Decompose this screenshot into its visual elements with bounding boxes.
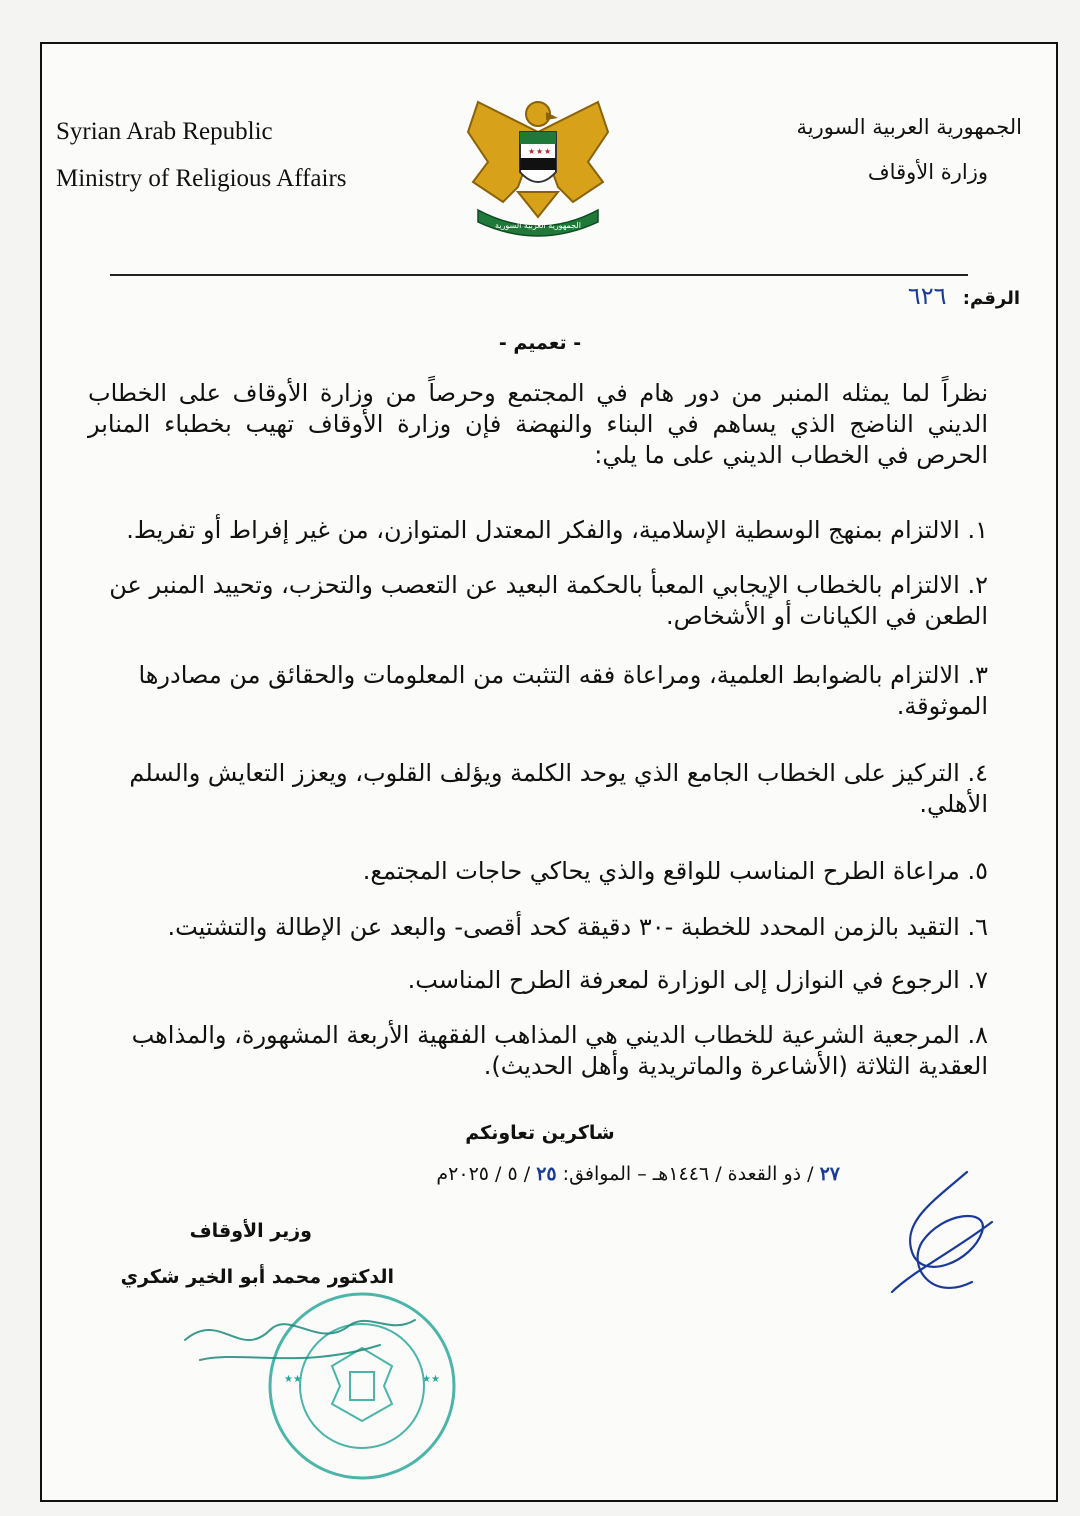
document-date bbox=[340, 1163, 840, 1185]
signatory-title: وزير الأوقاف bbox=[189, 1220, 312, 1242]
minister-signature-icon bbox=[180, 1300, 420, 1390]
list-item-4: ٤. التركيز على الخطاب الجامع الذي يوحد الكلمة ويؤلف القلوب، ويعزز التعايش والسلم الأهلي. bbox=[129, 759, 988, 818]
list-item-7: ٧. الرجوع في النوازل إلى الوزارة لمعرفة الطرح المناسب. bbox=[407, 966, 988, 994]
header-divider bbox=[110, 274, 968, 276]
header-ar-ministry: وزارة الأوقاف bbox=[867, 160, 988, 184]
list-item-5: ٥. مراعاة الطرح المناسب للواقع والذي يحاكي حاجات المجتمع. bbox=[362, 857, 988, 885]
eagle-emblem-icon bbox=[458, 92, 618, 242]
list-item-6: ٦. التقيد بالزمن المحدد للخطبة -٣٠ دقيقة كحد أقصى- والبعد عن الإطالة والتشتيت. bbox=[167, 913, 988, 941]
hijri-date-rest: / ذو القعدة / ١٤٤٦هـ – الموافق: bbox=[562, 1163, 814, 1185]
list-item-8: ٨. المرجعية الشرعية للخطاب الديني هي المذاهب الفقهية الأربعة المشهورة، والمذاهب العقدية الثلاثة (الأشاعرة والماتريدية وأهل الحديث). bbox=[131, 1021, 988, 1080]
list-item-2: ٢. الالتزام بالخطاب الإيجابي المعبأ بالحكمة البعيد عن التعصب والتحزب، وتحييد المنبر عن الطعن في الكيانات أو الأشخاص. bbox=[109, 571, 988, 630]
signature-icon bbox=[872, 1162, 1002, 1312]
list-item-1: ١. الالتزام بمنهج الوسطية الإسلامية، والفكر المعتدل المتوازن، من غير إفراط أو تفريط. bbox=[126, 516, 988, 544]
intro-paragraph: نظراً لما يمثله المنبر من دور هام في المجتمع وحرصاً من وزارة الأوقاف على الخطاب الديني الناضج الذي يساهم في البناء والنهضة فإن وزارة الأوقاف تهيب بخطباء المنابر الحرص في الخطاب الديني على ما يلي: bbox=[88, 379, 988, 469]
svg-text:★: ★ bbox=[544, 147, 552, 156]
header-ar-country: الجمهورية العربية السورية bbox=[796, 115, 1022, 139]
emblem-ribbon-text: الجمهورية العربية السورية bbox=[495, 221, 581, 230]
closing-thanks: شاكرين تعاونكم bbox=[465, 1122, 615, 1144]
header-en-ministry: Ministry of Religious Affairs bbox=[56, 165, 347, 192]
list-item-3: ٣. الالتزام بالضوابط العلمية، ومراعاة فقه التثبت من المعلومات والحقائق من مصادرها الموثوقة. bbox=[138, 661, 988, 720]
svg-text:★★: ★★ bbox=[284, 1374, 302, 1385]
reference-label: الرقم: bbox=[962, 288, 1020, 309]
header-en-country: Syrian Arab Republic bbox=[56, 118, 273, 145]
gregorian-date-rest: / ٥ / ٢٠٢٥م bbox=[436, 1163, 531, 1185]
gregorian-day-handwritten: ٢٥ bbox=[536, 1163, 557, 1185]
reference-value: ٦٢٦ bbox=[907, 282, 947, 310]
circular-title: - تعميم - bbox=[498, 332, 582, 354]
svg-text:★: ★ bbox=[528, 147, 536, 156]
svg-text:★: ★ bbox=[536, 147, 544, 156]
hijri-day-handwritten: ٢٧ bbox=[819, 1163, 840, 1185]
signatory-name: الدكتور محمد أبو الخير شكري bbox=[120, 1266, 394, 1288]
reference-number bbox=[908, 282, 1020, 310]
svg-text:★★: ★★ bbox=[422, 1374, 440, 1385]
